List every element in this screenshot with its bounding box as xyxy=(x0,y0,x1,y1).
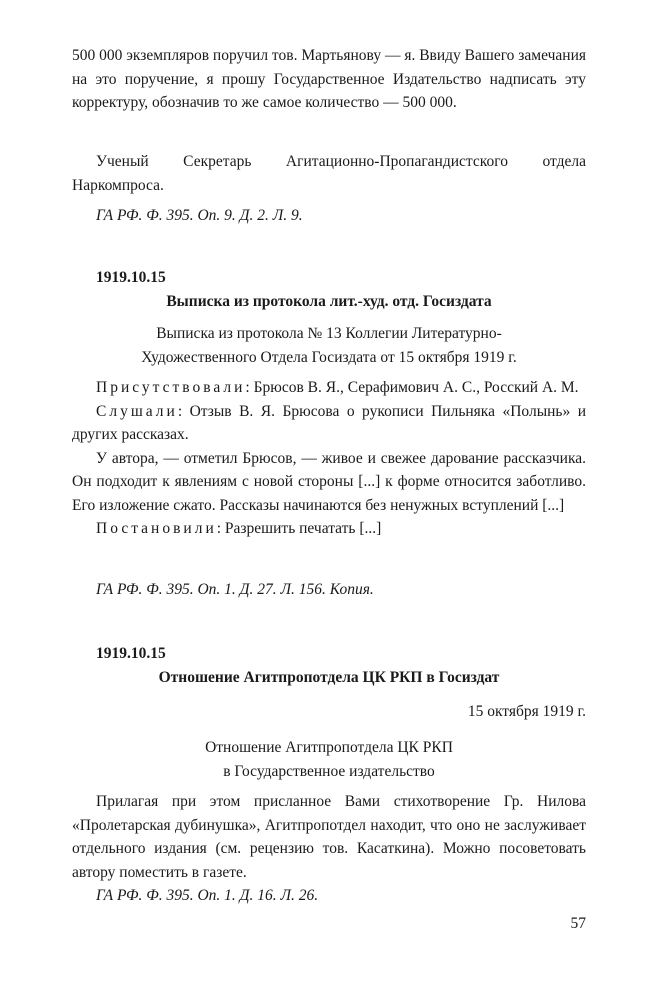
present-text: : Брюсов В. Я., Серафимович А. С., Росский А. М. xyxy=(245,379,579,396)
archive-citation: ГА РФ. Ф. 395. Оп. 1. Д. 27. Л. 156. Копия. xyxy=(96,581,374,598)
document-title: Выписка из протокола лит.-худ. отд. Госиздата xyxy=(166,292,492,310)
document-subtitle-line-1: Выписка из протокола № 13 Коллегии Литературно- xyxy=(156,325,502,342)
archive-citation: ГА РФ. Ф. 395. Оп. 1. Д. 16. Л. 26. xyxy=(96,887,319,904)
document-date: 1919.10.15 xyxy=(96,269,166,286)
document-entry-2 xyxy=(72,642,586,689)
heard-text: : Отзыв В. Я. Брюсова о рукописи Пильняка «Полынь» и других рассказах. xyxy=(72,402,586,443)
document-dateline: 15 октября 1919 г. xyxy=(467,703,586,720)
subtitle-wrap-1 xyxy=(72,322,586,369)
heading-wrap-2 xyxy=(72,736,586,783)
resolved-text: : Разрешить печатать [...] xyxy=(216,520,382,537)
document-title: Отношение Агитпропотдела ЦК РКП в Госиздат xyxy=(158,668,500,686)
document-entry-1 xyxy=(72,266,586,313)
dateline-wrap xyxy=(72,700,586,724)
review-paragraph: У автора, — отметил Брюсов, — живое и свежее дарование рассказчика. Он подходит к явлениям с новой стороны [...] к форме относится заботливо. Его изложение сжато. Рассказы начинаются без ненужных вступлений [...] xyxy=(72,449,586,514)
letter-body-wrap xyxy=(72,790,586,884)
block-continuation xyxy=(72,44,586,115)
archive-citation: ГА РФ. Ф. 395. Оп. 9. Д. 2. Л. 9. xyxy=(96,207,303,224)
document-heading-line-2: в Государственное издательство xyxy=(223,762,435,780)
signature-paragraph: Ученый Секретарь Агитационно-Пропагандистского отдела Наркомпроса. xyxy=(72,153,586,194)
citation-wrap-1 xyxy=(72,204,586,228)
paragraph-continuation: 500 000 экземпляров поручил тов. Мартьянову — я. Ввиду Вашего замечания на это поручение, я прошу Государственное Издательство надписать эту корректуру, обозначив то же самое количество — 500 000. xyxy=(72,47,587,111)
page-number: 57 xyxy=(570,915,586,932)
letter-body: Прилагая при этом присланное Вами стихотворение Гр. Нилова «Пролетарская дубинушка», Агитпропотдел находит, что оно не заслуживает отдельного издания (см. рецензию тов. Касаткина). Можно посоветовать автору поместить в газете. xyxy=(72,793,586,881)
citation-wrap-3 xyxy=(72,884,586,908)
heard-label: Слушали xyxy=(96,402,178,420)
document-subtitle-line-2: Художественного Отдела Госиздата от 15 октября 1919 г. xyxy=(141,348,517,366)
document-heading-line-1: Отношение Агитпропотдела ЦК РКП xyxy=(205,739,453,756)
present-paragraph xyxy=(72,376,586,400)
resolved-paragraph xyxy=(72,517,586,541)
block-signature-wrap xyxy=(72,150,586,197)
present-label: Присутствовали xyxy=(96,379,246,396)
document-date: 1919.10.15 xyxy=(96,645,166,662)
resolved-label: Постановили xyxy=(96,520,217,537)
protocol-body xyxy=(72,376,586,541)
heard-paragraph xyxy=(72,400,586,447)
citation-wrap-2 xyxy=(72,578,586,602)
